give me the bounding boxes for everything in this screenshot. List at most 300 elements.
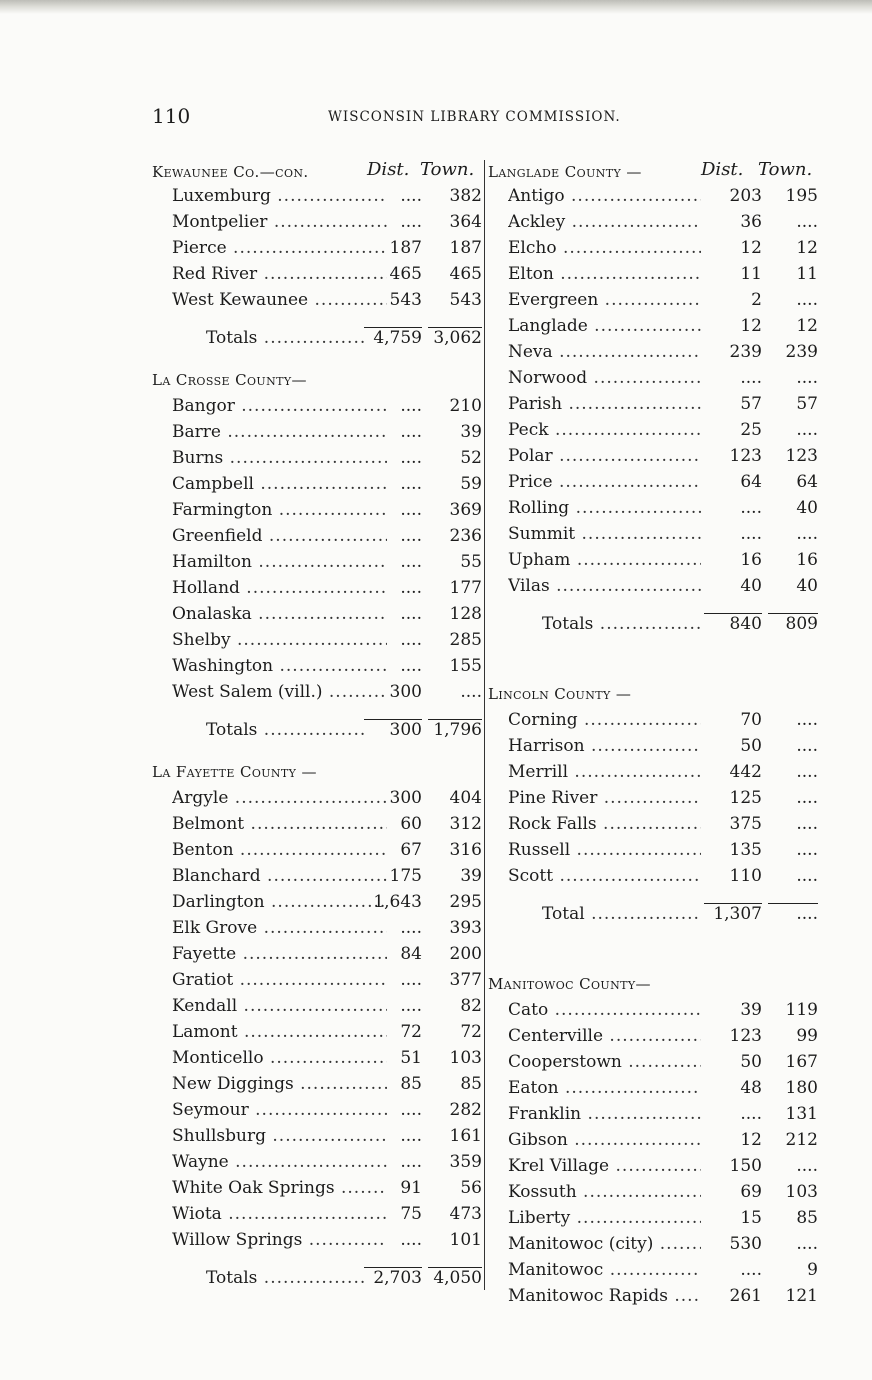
town-name: Vilas ..... [508, 573, 701, 599]
table-row [488, 863, 818, 889]
table-row [488, 573, 818, 599]
dist-value: 150 [729, 1156, 762, 1176]
town-name: Antigo ..... [508, 183, 701, 209]
dist-value: .... [400, 996, 422, 1016]
table-row [152, 627, 482, 653]
town-name: Manitowoc ..... [508, 1257, 701, 1283]
table-row [488, 339, 818, 365]
dist-value: 1,643 [373, 892, 422, 912]
totals-row [152, 1253, 482, 1295]
town-total: 4,050 [426, 1265, 482, 1291]
table-row [152, 1045, 482, 1071]
town-value: 59 [460, 474, 482, 494]
town-value: 103 [785, 1182, 818, 1202]
dist-value: 39 [740, 1000, 762, 1020]
table-row [488, 733, 818, 759]
table-row [152, 993, 482, 1019]
totals-row [152, 705, 482, 747]
totals-label: Totals ..... [206, 717, 367, 743]
county-title: Lincoln County — [488, 685, 632, 703]
dist-value: 135 [729, 840, 762, 860]
town-name: Kendall ..... [172, 993, 387, 1019]
town-value: .... [796, 212, 818, 232]
town-total: 1,796 [426, 717, 482, 743]
dist-value: .... [400, 918, 422, 938]
town-value: 64 [796, 472, 818, 492]
town-name: Benton ..... [172, 837, 387, 863]
dist-value: .... [400, 552, 422, 572]
town-value: 101 [449, 1230, 482, 1250]
table-row [488, 1231, 818, 1257]
table-row [152, 1019, 482, 1045]
dist-value: 64 [740, 472, 762, 492]
town-column-header: Town. [420, 159, 475, 180]
dist-value: 15 [740, 1208, 762, 1228]
town-name: Franklin ..... [508, 1101, 701, 1127]
dist-value: 48 [740, 1078, 762, 1098]
town-value: 200 [449, 944, 482, 964]
table-row [488, 997, 818, 1023]
town-name: Peck ..... [508, 417, 701, 443]
table-row [152, 1071, 482, 1097]
dist-value: 187 [389, 238, 422, 258]
table-row [488, 1075, 818, 1101]
town-name: Price ..... [508, 469, 701, 495]
dist-value: 300 [389, 682, 422, 702]
town-value: .... [796, 788, 818, 808]
town-value: 9 [807, 1260, 818, 1280]
town-value: 12 [796, 316, 818, 336]
dist-value: 51 [400, 1048, 422, 1068]
table-row [488, 759, 818, 785]
table-row [152, 1123, 482, 1149]
county-title: Manitowoc County— [488, 975, 651, 993]
table-row [152, 419, 482, 445]
table-row [488, 785, 818, 811]
dist-value: 300 [389, 788, 422, 808]
table-row [488, 707, 818, 733]
dist-value: .... [400, 186, 422, 206]
town-name: Blanchard ..... [172, 863, 387, 889]
town-value: 382 [449, 186, 482, 206]
table-row [152, 1227, 482, 1253]
town-name: Kossuth ..... [508, 1179, 701, 1205]
town-value: 473 [449, 1204, 482, 1224]
totals-label: Totals ..... [542, 611, 700, 637]
town-name: Pine River ..... [508, 785, 701, 811]
dist-value: .... [400, 1100, 422, 1120]
table-row [152, 941, 482, 967]
dist-value: .... [740, 1104, 762, 1124]
town-name: Greenfield ..... [172, 523, 387, 549]
dist-value: .... [400, 396, 422, 416]
dist-value: .... [400, 448, 422, 468]
town-value: 369 [449, 500, 482, 520]
town-name: Langlade ..... [508, 313, 701, 339]
town-value: 177 [449, 578, 482, 598]
dist-value: 175 [389, 866, 422, 886]
town-name: West Salem (vill.) ..... [172, 679, 387, 705]
town-name: West Kewaunee ..... [172, 287, 387, 313]
table-row [152, 471, 482, 497]
town-name: Manitowoc (city) ..... [508, 1231, 701, 1257]
table-row [488, 1257, 818, 1283]
dist-column-header: Dist. [701, 159, 744, 180]
dist-value: 11 [740, 264, 762, 284]
town-value: .... [796, 736, 818, 756]
town-value: 39 [460, 866, 482, 886]
right-column [488, 157, 818, 1309]
town-value: 364 [449, 212, 482, 232]
town-value: 16 [796, 550, 818, 570]
town-value: 12 [796, 238, 818, 258]
table-row [488, 417, 818, 443]
town-value: .... [796, 524, 818, 544]
town-value: 131 [785, 1104, 818, 1124]
table-row [488, 495, 818, 521]
town-value: .... [796, 814, 818, 834]
dist-value: .... [400, 1230, 422, 1250]
table-row [488, 1179, 818, 1205]
town-value: 212 [785, 1130, 818, 1150]
town-name: Gibson ..... [508, 1127, 701, 1153]
town-value: 167 [785, 1052, 818, 1072]
table-row [488, 547, 818, 573]
town-name: Rock Falls ..... [508, 811, 701, 837]
town-value: 128 [449, 604, 482, 624]
section-gap [152, 355, 482, 367]
town-value: 11 [796, 264, 818, 284]
town-name: Krel Village ..... [508, 1153, 701, 1179]
town-value: 282 [449, 1100, 482, 1120]
town-value: 119 [785, 1000, 818, 1020]
table-row [152, 1175, 482, 1201]
table-row [152, 497, 482, 523]
town-name: Bangor ..... [172, 393, 387, 419]
table-row [152, 811, 482, 837]
table-row [152, 209, 482, 235]
dist-value: .... [400, 474, 422, 494]
page-top-edge [0, 0, 872, 14]
table-row [488, 1127, 818, 1153]
town-name: Hamilton ..... [172, 549, 387, 575]
dist-value: 203 [729, 186, 762, 206]
table-row [488, 1205, 818, 1231]
county-title: Langlade County — [488, 163, 642, 181]
dist-value: 36 [740, 212, 762, 232]
town-name: Darlington ..... [172, 889, 387, 915]
table-row [152, 393, 482, 419]
dist-value: 465 [389, 264, 422, 284]
town-name: Pierce ..... [172, 235, 387, 261]
table-row [152, 287, 482, 313]
county-title: La Crosse County— [152, 371, 307, 389]
dist-value: 85 [400, 1074, 422, 1094]
table-row [152, 1149, 482, 1175]
town-name: Harrison ..... [508, 733, 701, 759]
running-title: WISCONSIN LIBRARY COMMISSION. [328, 109, 621, 125]
town-name: Liberty ..... [508, 1205, 701, 1231]
dist-total: 1,307 [702, 901, 762, 927]
town-value: .... [796, 840, 818, 860]
table-row [488, 811, 818, 837]
table-row [152, 235, 482, 261]
section-gap [152, 747, 482, 759]
column-divider [484, 160, 485, 1290]
table-row [488, 183, 818, 209]
table-row [488, 261, 818, 287]
left-column [152, 157, 482, 1295]
dist-value: 123 [729, 446, 762, 466]
town-name: Eaton ..... [508, 1075, 701, 1101]
dist-value: .... [400, 970, 422, 990]
town-name: Cooperstown ..... [508, 1049, 701, 1075]
town-name: Neva ..... [508, 339, 701, 365]
dist-total: 2,703 [362, 1265, 422, 1291]
dist-value: .... [740, 498, 762, 518]
table-row [488, 1283, 818, 1309]
town-name: Luxemburg ..... [172, 183, 387, 209]
town-value: 404 [449, 788, 482, 808]
town-name: Rolling ..... [508, 495, 701, 521]
town-value: 295 [449, 892, 482, 912]
totals-label: Totals ..... [206, 1265, 367, 1291]
totals-row [488, 599, 818, 641]
town-value: 40 [796, 498, 818, 518]
town-name: Elk Grove ..... [172, 915, 387, 941]
town-value: 187 [449, 238, 482, 258]
dist-value: 12 [740, 238, 762, 258]
town-value: 85 [796, 1208, 818, 1228]
town-name: Gratiot ..... [172, 967, 387, 993]
table-row [152, 523, 482, 549]
dist-value: .... [400, 212, 422, 232]
town-column-header: Town. [758, 159, 813, 180]
dist-value: .... [400, 526, 422, 546]
table-row [488, 469, 818, 495]
county-title: La Fayette County — [152, 763, 317, 781]
town-name: Upham ..... [508, 547, 701, 573]
town-value: .... [796, 762, 818, 782]
town-name: Argyle ..... [172, 785, 387, 811]
table-row [488, 837, 818, 863]
table-row [152, 261, 482, 287]
table-row [152, 601, 482, 627]
table-row [152, 445, 482, 471]
town-value: 82 [460, 996, 482, 1016]
dist-value: 50 [740, 1052, 762, 1072]
dist-value: 50 [740, 736, 762, 756]
dist-value: 261 [729, 1286, 762, 1306]
town-value: .... [796, 710, 818, 730]
town-value: 210 [449, 396, 482, 416]
town-value: 57 [796, 394, 818, 414]
town-value: 52 [460, 448, 482, 468]
dist-value: 375 [729, 814, 762, 834]
dist-value: 16 [740, 550, 762, 570]
table-row [488, 287, 818, 313]
town-value: 155 [449, 656, 482, 676]
table-row [488, 1101, 818, 1127]
table-row [488, 443, 818, 469]
table-row [152, 837, 482, 863]
town-name: Seymour ..... [172, 1097, 387, 1123]
dist-value: .... [400, 500, 422, 520]
table-row [488, 1049, 818, 1075]
totals-label: Totals ..... [206, 325, 367, 351]
town-value: 40 [796, 576, 818, 596]
table-row [152, 575, 482, 601]
town-value: 161 [449, 1126, 482, 1146]
town-name: Scott ..... [508, 863, 701, 889]
town-value: 465 [449, 264, 482, 284]
dist-value: .... [400, 630, 422, 650]
table-row [152, 863, 482, 889]
town-name: Corning ..... [508, 707, 701, 733]
dist-value: 12 [740, 1130, 762, 1150]
town-value: 285 [449, 630, 482, 650]
town-name: Elcho ..... [508, 235, 701, 261]
town-value: .... [460, 682, 482, 702]
town-value: 236 [449, 526, 482, 546]
town-name: Polar ..... [508, 443, 701, 469]
table-row [152, 183, 482, 209]
dist-value: .... [400, 1126, 422, 1146]
town-name: Fayette ..... [172, 941, 387, 967]
town-name: Ackley ..... [508, 209, 701, 235]
town-name: Red River ..... [172, 261, 387, 287]
dist-value: 25 [740, 420, 762, 440]
town-value: 39 [460, 422, 482, 442]
town-value: 85 [460, 1074, 482, 1094]
town-value: .... [796, 1234, 818, 1254]
table-row [152, 679, 482, 705]
town-value: 543 [449, 290, 482, 310]
town-name: Parish ..... [508, 391, 701, 417]
county-title: Kewaunee Co.—con. [152, 163, 309, 181]
town-value: 99 [796, 1026, 818, 1046]
town-name: Montpelier ..... [172, 209, 387, 235]
town-name: Barre ..... [172, 419, 387, 445]
dist-value: 123 [729, 1026, 762, 1046]
dist-value: 84 [400, 944, 422, 964]
dist-value: .... [740, 1260, 762, 1280]
town-name: White Oak Springs ..... [172, 1175, 387, 1201]
town-name: Farmington ..... [172, 497, 387, 523]
dist-value: .... [400, 578, 422, 598]
table-row [152, 889, 482, 915]
table-row [488, 365, 818, 391]
table-row [152, 915, 482, 941]
town-value: 72 [460, 1022, 482, 1042]
town-name: Cato ..... [508, 997, 701, 1023]
town-name: Monticello ..... [172, 1045, 387, 1071]
table-row [152, 549, 482, 575]
town-value: 316 [449, 840, 482, 860]
table-row [152, 785, 482, 811]
dist-value: .... [400, 422, 422, 442]
table-row [152, 1097, 482, 1123]
table-row [488, 313, 818, 339]
page-number: 110 [152, 104, 191, 128]
dist-total: 4,759 [362, 325, 422, 351]
town-name: Lamont ..... [172, 1019, 387, 1045]
dist-value: 91 [400, 1178, 422, 1198]
town-name: Shelby ..... [172, 627, 387, 653]
town-total: 3,062 [426, 325, 482, 351]
town-value: .... [796, 1156, 818, 1176]
section-gap [488, 641, 818, 681]
section-heading-row [152, 157, 482, 183]
dist-value: 530 [729, 1234, 762, 1254]
town-name: Summit ..... [508, 521, 701, 547]
table-row [488, 521, 818, 547]
town-name: Wayne ..... [172, 1149, 387, 1175]
dist-value: 70 [740, 710, 762, 730]
dist-value: 75 [400, 1204, 422, 1224]
dist-value: .... [400, 1152, 422, 1172]
table-row [152, 967, 482, 993]
town-name: Elton ..... [508, 261, 701, 287]
totals-row [488, 889, 818, 931]
town-value: 239 [785, 342, 818, 362]
town-value: 377 [449, 970, 482, 990]
town-name: Centerville ..... [508, 1023, 701, 1049]
town-value: 123 [785, 446, 818, 466]
dist-value: 2 [751, 290, 762, 310]
town-name: Manitowoc Rapids ..... [508, 1283, 701, 1309]
table-row [488, 209, 818, 235]
dist-value: 57 [740, 394, 762, 414]
dist-value: 72 [400, 1022, 422, 1042]
dist-total: 300 [362, 717, 422, 743]
section-heading-row [488, 157, 818, 183]
dist-value: 60 [400, 814, 422, 834]
town-name: Willow Springs ..... [172, 1227, 387, 1253]
table-row [152, 653, 482, 679]
town-value: 195 [785, 186, 818, 206]
dist-value: .... [740, 368, 762, 388]
dist-value: .... [400, 656, 422, 676]
town-value: 180 [785, 1078, 818, 1098]
town-name: Russell ..... [508, 837, 701, 863]
dist-value: .... [740, 524, 762, 544]
dist-value: 69 [740, 1182, 762, 1202]
town-value: 359 [449, 1152, 482, 1172]
town-name: Burns ..... [172, 445, 387, 471]
town-value: .... [796, 290, 818, 310]
town-name: Evergreen ..... [508, 287, 701, 313]
totals-label: Total ..... [542, 901, 700, 927]
town-name: Norwood ..... [508, 365, 701, 391]
table-row [488, 391, 818, 417]
table-row [152, 1201, 482, 1227]
town-name: Shullsburg ..... [172, 1123, 387, 1149]
dist-value: 125 [729, 788, 762, 808]
town-value: .... [796, 420, 818, 440]
town-value: .... [796, 368, 818, 388]
dist-total: 840 [702, 611, 762, 637]
table-row [488, 1153, 818, 1179]
dist-value: 239 [729, 342, 762, 362]
totals-row [152, 313, 482, 355]
town-name: Belmont ..... [172, 811, 387, 837]
town-name: New Diggings ..... [172, 1071, 387, 1097]
town-total: 809 [766, 611, 818, 637]
dist-value: 12 [740, 316, 762, 336]
town-value: 55 [460, 552, 482, 572]
town-value: .... [796, 866, 818, 886]
